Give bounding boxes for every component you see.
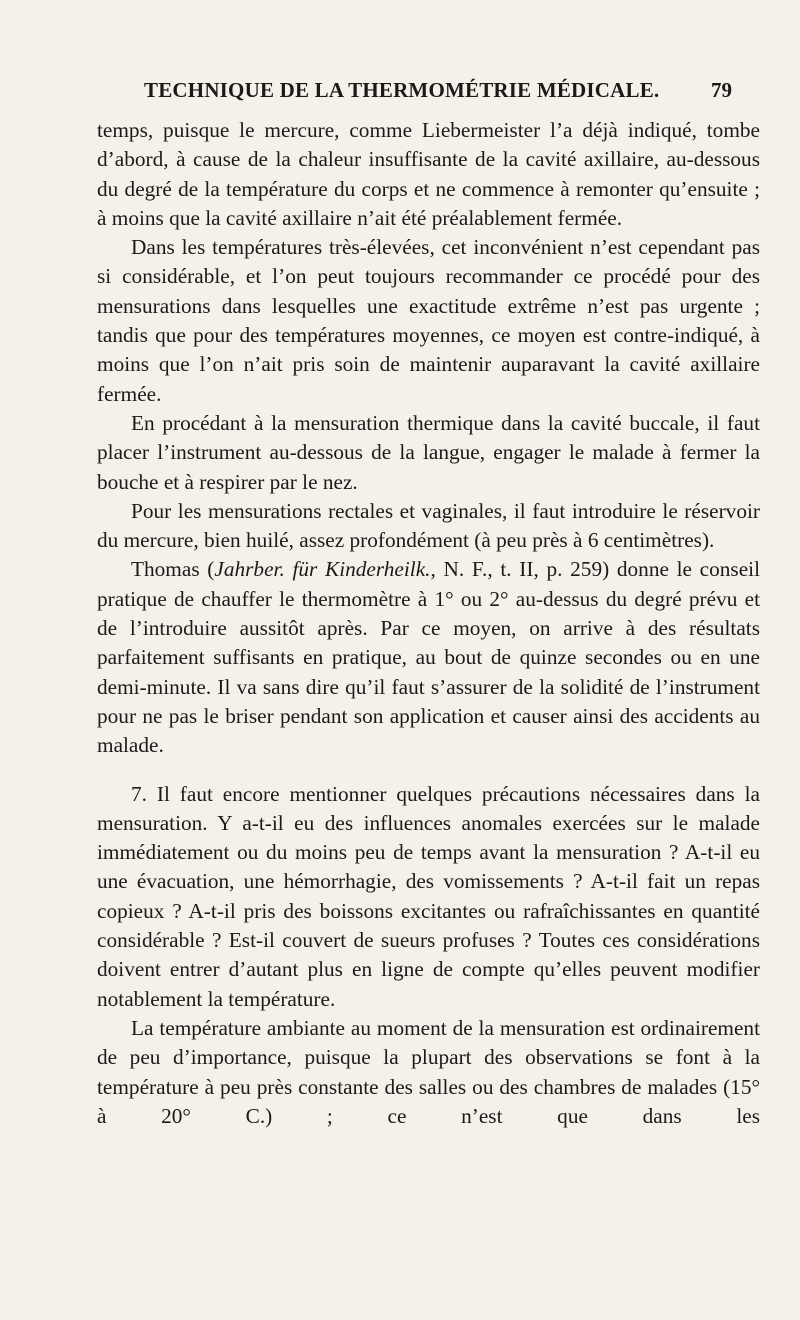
paragraph-2: Dans les températures très-élevées, cet inconvénient n’est cependant pas si considérable, et l’on peut toujours recommander ce procédé pour des mensurations dans lesquelles une exactitude extrême n’est pas urgente ; tandis que pour des températures moyennes, ce moyen est contre-indiqué, à moins que l’on n’ait pris soin de maintenir auparavant la cavité axillaire fermée. <box>97 235 760 406</box>
paragraph-1: temps, puisque le mercure, comme Liebermeister l’a déjà indiqué, tombe d’abord, à cause de la chaleur insuffisante de la cavité axillaire, au-dessous du degré de la température du corps et ne commence à remonter qu’ensuite ; à moins que la cavité axillaire n’ait été préalablement fermée. <box>97 118 760 230</box>
paragraph-5 <box>97 555 760 760</box>
paragraph-7: La température ambiante au moment de la mensuration est ordinairement de peu d’importance, puisque la plupart des observations se font à la température à peu près constante des salles ou des chambres de malades (15° à 20° C.) ; ce n’est que dans les <box>97 1015 760 1128</box>
citation-continuation: , N. F., t. II, p. 259) donne le conseil pratique de chauffer le thermomètre à 1° ou 2° au-dessus du degré prévu et de l’introduire aussitôt après. Par ce moyen, on arrive à des résultats parfaitement suffisants en pratique, au bout de quinze secondes ou en une demi-minute. Il va sans dire qu’il faut s’assurer de la solidité de l’instrument pour ne pas le briser pendant son application et causer ainsi des accidents au malade. <box>97 557 760 758</box>
page-number: 79 <box>711 78 732 102</box>
paragraph-4: Pour les mensurations rectales et vaginales, il faut introduire le réservoir du mercure, bien huilé, assez profondément (à peu près à 6 centimètres). <box>97 498 760 553</box>
page-header <box>97 78 760 106</box>
citation-prefix: Thomas ( <box>131 557 215 582</box>
body-text <box>97 116 760 1131</box>
running-title: TECHNIQUE DE LA THERMOMÉTRIE MÉDICALE. <box>144 78 660 102</box>
journal-citation: Jahrber. für Kinderheilk. <box>214 557 431 582</box>
paragraph-3: En procédant à la mensuration thermique dans la cavité buccale, il faut placer l’instrument au-dessous de la langue, engager le malade à fermer la bouche et à respirer par le nez. <box>97 410 760 494</box>
section-7-paragraph: 7. Il faut encore mentionner quelques précautions nécessaires dans la mensuration. Y a-t-il eu des influences anomales exercées sur le malade immédiatement ou du moins peu de temps avant la mensuration ? A-t-il eu une évacuation, une hémorrhagie, des vomissements ? A-t-il fait un repas copieux ? A-t-il pris des boissons excitantes ou rafraîchissantes en quantité considérable ? Est-il couvert de sueurs profuses ? Toutes ces considérations doivent entrer d’autant plus en ligne de compte qu’elles peuvent modifier notablement la température. <box>97 781 760 1011</box>
